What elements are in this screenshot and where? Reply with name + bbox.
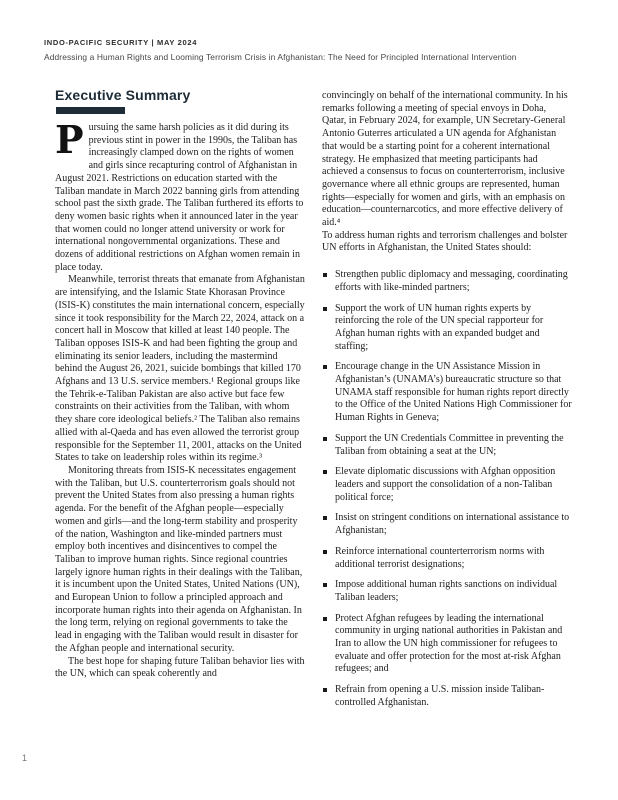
bullet-text: Elevate diplomatic discussions with Afghan opposition leaders and support the consolidation of a non-Taliban political force; [335, 466, 556, 503]
square-bullet-icon [323, 307, 327, 311]
document-subtitle: Addressing a Human Rights and Looming Terrorism Crisis in Afghanistan: The Need for Principled International Intervention [44, 52, 517, 62]
bullet-text: Strengthen public diplomacy and messaging, coordinating efforts with like-minded partners; [335, 269, 568, 293]
series-kicker: INDO-PACIFIC SECURITY | MAY 2024 [44, 38, 198, 47]
bullet-item [322, 361, 572, 425]
bullet-item [322, 512, 572, 537]
square-bullet-icon [323, 688, 327, 692]
bullet-item [322, 579, 572, 604]
paragraph: convincingly on behalf of the international community. In his remarks following a meeting of special envoys in Doha, Qatar, in February 2024, for example, UN Secretary-General Antonio Guterres articulated a UN agenda for Afghanistan that would be a starting point for a coherent international strategy. He emphasized that meeting participants had achieved a consensus to focus on counterterrorism, inclusive governance where all ethnic groups are represented, human rights—especially for women and girls, with an emphasis on education—counternarcotics, and more effective delivery of aid.⁴ [322, 90, 568, 229]
square-bullet-icon [323, 273, 327, 277]
recommendations-intro: To address human rights and terrorism challenges and bolster UN efforts in Afghanistan, the United States should: [322, 229, 568, 254]
bullet-text: Protect Afghan refugees by leading the international community in urging national authorities in Pakistan and Iran to allow the UN high commissioner for refugees to evaluate and offer protection for the most at-risk Afghan refugees; and [335, 612, 563, 675]
bullet-text: Support the UN Credentials Committee in preventing the Taliban from obtaining a seat at the UN; [335, 432, 564, 457]
bullet-item [322, 466, 572, 504]
square-bullet-icon [323, 470, 327, 474]
paragraph-text: ursuing the same harsh policies as it did during its previous stint in power in the 1990s, the Taliban has increasingly clamped down on the rights of women and girls since recapturing control of Afghanistan in August 2021. Restrictions on education started with the Taliban mandate in March 2022 banning girls from attending school past the sixth grade. The Taliban furthered its efforts to deny women basic rights when it announced later in the year that women could no longer attend university or work for international nongovernmental organizations. These and dozens of additional restrictions on Afghan women remain in place today. [55, 122, 304, 273]
square-bullet-icon [323, 437, 327, 441]
paragraph [55, 117, 305, 274]
square-bullet-icon [323, 516, 327, 520]
bullet-text: Insist on stringent conditions on international assistance to Afghanistan; [335, 512, 570, 537]
title-underline-bar [56, 107, 125, 114]
section-title: Executive Summary [55, 87, 191, 103]
square-bullet-icon [323, 583, 327, 587]
masthead [44, 38, 582, 62]
bullet-text: Encourage change in the UN Assistance Mission in Afghanistan’s (UNAMA’s) bureaucratic structure so that UNAMA staff responsible for human rights report directly to the Office of the United Nations High Commissioner for Human Rights in Geneva; [335, 361, 572, 424]
bullet-text: Support the work of UN human rights experts by reinforcing the role of the UN special rapporteur for Afghan human rights with an expanded budget and staffing; [335, 302, 544, 352]
two-column-content [55, 87, 572, 718]
bullet-item [322, 433, 572, 458]
recommendations-list [322, 269, 572, 709]
square-bullet-icon [323, 365, 327, 369]
left-column [55, 87, 305, 718]
bullet-text: Refrain from opening a U.S. mission inside Taliban-controlled Afghanistan. [335, 684, 545, 708]
bullet-item [322, 684, 572, 709]
paragraph: The best hope for shaping future Taliban behavior lies with the UN, which can speak coherently and [55, 655, 305, 680]
page-number: 1 [22, 753, 28, 763]
left-column-body [55, 117, 305, 681]
paragraph: Meanwhile, terrorist threats that emanate from Afghanistan are intensifying, and the Islamic State Khorasan Province (ISIS-K) constitutes the main international concern, especially since it took responsibility for the March 22, 2024, attack on a concert hall in Moscow that killed at least 140 people. The Taliban opposes ISIS-K and had been fighting the group and eliminating its senior leaders, including the mastermind behind the August 26, 2021, suicide bombings that killed 170 Afghans and 13 U.S. service members.¹ Regional groups like the Tehrik-e-Taliban Pakistan are also active but face few constraints on their activities from the Taliban, with whom they share core ideological beliefs.² The Taliban also remains allied with al-Qaeda and has even allowed the terrorist group responsible for the September 11, 2001, attacks on the United States to take on leadership roles within its regime.³ [55, 274, 305, 464]
bullet-item [322, 303, 572, 354]
bullet-item [322, 613, 572, 677]
paragraph: Monitoring threats from ISIS-K necessitates engagement with the Taliban, but U.S. counterterrorism goals should not prevent the United States from also pressing a human rights agenda. For the benefit of the Afghan people—especially women and girls—and the long-term stability and prosperity of the nation, Washington and like-minded partners must employ both incentives and disincentives to compel the Taliban to improve human rights. Since regional countries largely ignore human rights in their dealings with the Taliban, it is incumbent upon the United States, United Nations (UN), and European Union to follow a principled approach and incorporate human rights into their agenda on Afghanistan. In the long term, relying on regional governments to take the lead in engaging with the Taliban would result in disaster for the Afghan people and international security. [55, 464, 303, 654]
square-bullet-icon [323, 550, 327, 554]
bullet-text: Impose additional human rights sanctions on individual Taliban leaders; [335, 579, 558, 603]
dropcap-letter: P [55, 117, 84, 162]
right-column [322, 87, 572, 718]
square-bullet-icon [323, 617, 327, 621]
bullet-item [322, 546, 572, 571]
bullet-item [322, 269, 572, 294]
bullet-text: Reinforce international counterterrorism norms with additional terrorist designations; [335, 545, 545, 570]
